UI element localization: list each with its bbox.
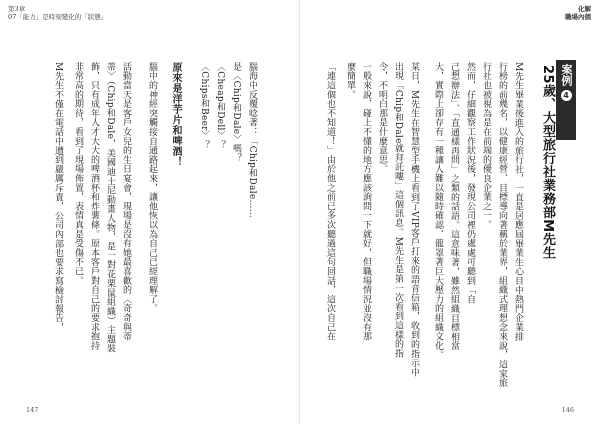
section-title: 07「能力」是時刻變化的「狀態」 — [8, 13, 108, 21]
page-number-right: 146 — [561, 406, 574, 414]
text-column: 大，實際上卻存有一種讓人難以隨時確認、龍罩著巨大壓力的組織文化。 — [433, 62, 443, 360]
text-column: 〈Chips和Beer〉？ — [199, 62, 209, 150]
text-column: 行榜的前幾名，以健康經營、目標導向著稱於業界，組織式理想念來說，這家旅 — [497, 62, 507, 388]
text-column: M先生畢業後進入的旅行社，一直是居應屆畢業生心目中熱門企業排 — [513, 62, 523, 342]
case-label — [556, 60, 576, 140]
subheading: 原來是洋芋片和啤酒！ — [170, 62, 181, 167]
text-column: 腦中的神經突觸接自通路起來，讓他恢以為自己已經理解了。 — [147, 62, 157, 314]
case-title: 25歲、大型旅行社業務部M先生 — [540, 65, 555, 260]
case-label-text: 案例 — [560, 64, 573, 86]
left-page-header — [8, 5, 107, 21]
text-column: 己想辦法」、「直通樣再問」之類的話語。這意味著，雖然組織目標相當 — [449, 62, 459, 351]
text-column: 蒂〉（Chip和Dale，美國迪士尼動畫人物，是一對花栗鼠組織）主題裝 — [105, 62, 115, 354]
book-subtitle-header: 職場內個 — [565, 13, 591, 21]
text-column: 出現「Chip和Dale就拜託嘍」這個訊息。M先生是第一次看到這樣的指 — [393, 62, 403, 358]
text-column: 然而，仔細觀察工作狀況後，發現公司裡仍處處可聽到「自 — [465, 62, 475, 304]
text-column: 飾，只有成年人才大大的啤酒杯和炸薯條。原本客戶對自己的要求抱持 — [89, 62, 99, 351]
book-title-header: 化解 — [578, 5, 591, 13]
chapter-label: 第3章 — [8, 5, 26, 13]
text-column: 非常高的期待，看到了現場佈置，表情真是受傷不已。 — [73, 62, 83, 286]
text-column: M先生不僅在電話中遭到嚴厲斥責，公司內部也要求寫檢討報告， — [53, 62, 63, 332]
text-column: 令，不明白那是什麼意思。 — [377, 62, 387, 174]
text-column: 行社也被視為是在前端的優良企業之一。 — [481, 62, 491, 230]
text-column: 一般來說，碰上不懂的地方應該詢問一下就好，但職場情況並沒有那 — [361, 62, 371, 341]
page-number-left: 147 — [26, 406, 39, 414]
text-column: 某日，M先生在智慧型手機上看到了VIP客戶打來的語音信箱，收到的指示中 — [409, 62, 419, 377]
text-column: 腦海中反覆唸著：「Chip和Dale…… — [247, 62, 257, 219]
text-column: 活動當天是客戶女兒的生日宴會，現場是沒有她最喜歡的〈奇奇與蒂 — [121, 62, 131, 341]
text-column: 〈Cheap和Dell〉？ — [215, 62, 225, 150]
text-column: 「連這個也不知道！」由於他之前已多次聽過這句回話，這次自己在 — [325, 62, 335, 341]
text-column: 是〈Chip和Dale〉嗎？ — [231, 62, 241, 163]
text-column: 麼簡單。 — [345, 62, 355, 100]
case-number-badge: 4 — [561, 90, 572, 101]
right-page-header — [565, 5, 591, 21]
